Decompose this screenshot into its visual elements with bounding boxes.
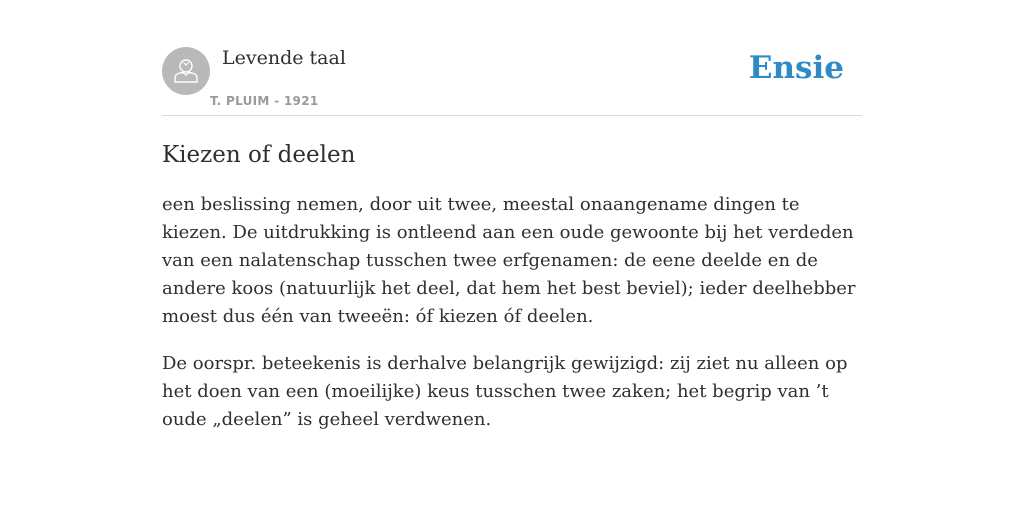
person-icon [162,47,210,95]
book-title[interactable]: Levende taal [222,47,346,69]
author-year: T. PLUIM - 1921 [210,94,319,108]
definition-paragraph: een beslissing nemen, door uit twee, meestal onaangename dingen te kiezen. De uitdrukking is ontleend aan een oude gewoonte bij het verdeden van een nalatenschap tusschen twee erfgenamen: de eene deelde en de andere koos (natuurlijk het deel, dat hem het best beviel); ieder deelhebber moest dus één van tweeën: óf kiezen óf deelen. [162,194,856,327]
entry-header [162,44,862,116]
definition-paragraph: De oorspr. beteekenis is derhalve belangrijk gewijzigd: zij ziet nu alleen op het doen van een (moeilijke) keus tusschen twee zaken; het begrip van ’t oude „deelen” is geheel verdwenen. [162,353,848,430]
entry-card [162,44,862,434]
avatar [162,47,210,95]
brand-logo[interactable]: Ensie [748,50,844,86]
entry-term: Kiezen of deelen [162,142,356,168]
